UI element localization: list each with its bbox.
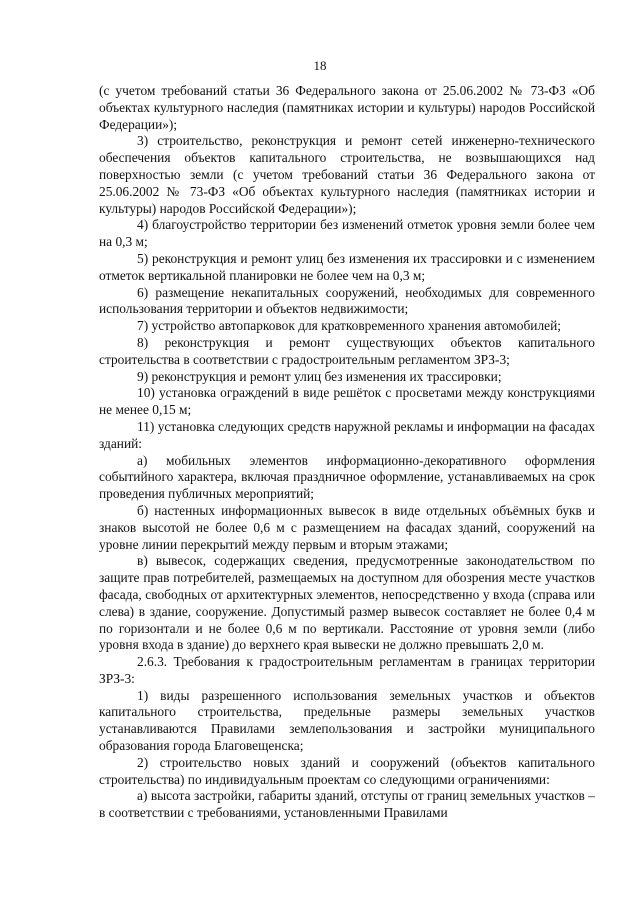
paragraph-subitem-v: в) вывесок, содержащих сведения, предусмотренные законодательством по защите прав потребителей, размещаемых на доступном для обозрения месте участков фасада, свободных от архитектурных элементов, непосредственно у входа (справа или слева) в здание, сооружение. Допустимый размер вывесок составляет не более 0,4 м по горизонтали и не более 0,6 м по вертикали. Расстояние от уровня земли (либо уровня входа в здание) до верхнего края вывески не должно превышать 2,0 м. bbox=[99, 553, 595, 653]
paragraph-requirement-2a: а) высота застройки, габариты зданий, отступы от границ земельных участков – в соответствии с требованиями, установленными Правилами bbox=[99, 788, 595, 821]
paragraph-item-3: 3) строительство, реконструкция и ремонт сетей инженерно-технического обеспечения объектов капитального строительства, не возвышающихся над поверхностью земли (с учетом требований статьи 36 Федерального закона от 25.06.2002 № 73-ФЗ «Об объектах культурного наследия (памятниках истории и культуры) народов Российской Федерации»); bbox=[99, 133, 595, 216]
section-heading-2-6-3: 2.6.3. Требования к градостроительным регламентам в границах территории ЗРЗ-3: bbox=[99, 654, 595, 686]
paragraph-subitem-a: а) мобильных элементов информационно-декоративного оформления событийного характера, включая праздничное оформление, устанавливаемых на срок проведения публичных мероприятий; bbox=[99, 452, 595, 502]
paragraph-item-6: 6) размещение некапитальных сооружений, необходимых для современного использования территории и объектов недвижимости; bbox=[99, 284, 595, 317]
paragraph-requirement-2: 2) строительство новых зданий и сооружений (объектов капитального строительства) по индивидуальным проектам со следующими ограничениями: bbox=[99, 754, 595, 787]
document-body bbox=[99, 83, 595, 822]
paragraph-continuation: (с учетом требований статьи 36 Федерального закона от 25.06.2002 № 73-ФЗ «Об объектах культурного наследия (памятниках истории и культуры) народов Российской Федерации»); bbox=[99, 83, 595, 132]
page-number: 18 bbox=[313, 58, 327, 73]
paragraph-item-4: 4) благоустройство территории без изменений отметок уровня земли более чем на 0,3 м; bbox=[99, 217, 595, 250]
paragraph-item-5: 5) реконструкция и ремонт улиц без изменения их трассировки и с изменением отметок вертикальной планировки не более чем на 0,3 м; bbox=[99, 250, 595, 283]
paragraph-item-8: 8) реконструкция и ремонт существующих объектов капитального строительства в соответствии с градостроительным регламентом ЗРЗ-3; bbox=[99, 334, 595, 367]
paragraph-subitem-b: б) настенных информационных вывесок в виде отдельных объёмных букв и знаков высотой не более 0,6 м с размещением на фасадах зданий, сооружений на уровне линии перекрытий между первым и вторым этажами; bbox=[99, 502, 595, 552]
paragraph-requirement-1: 1) виды разрешенного использования земельных участков и объектов капитального строительства, предельные размеры земельных участков устанавливаются Правилами землепользования и застройки муниципального образования города Благовещенска; bbox=[99, 687, 595, 754]
paragraph-item-7: 7) устройство автопарковок для кратковременного хранения автомобилей; bbox=[137, 318, 561, 334]
paragraph-item-11: 11) установка следующих средств наружной рекламы и информации на фасадах зданий: bbox=[99, 418, 596, 451]
paragraph-item-9: 9) реконструкция и ремонт улиц без изменения их трассировки; bbox=[137, 368, 502, 384]
paragraph-item-10: 10) установка ограждений в виде решёток с просветами между конструкциями не менее 0,15 м; bbox=[99, 385, 595, 418]
